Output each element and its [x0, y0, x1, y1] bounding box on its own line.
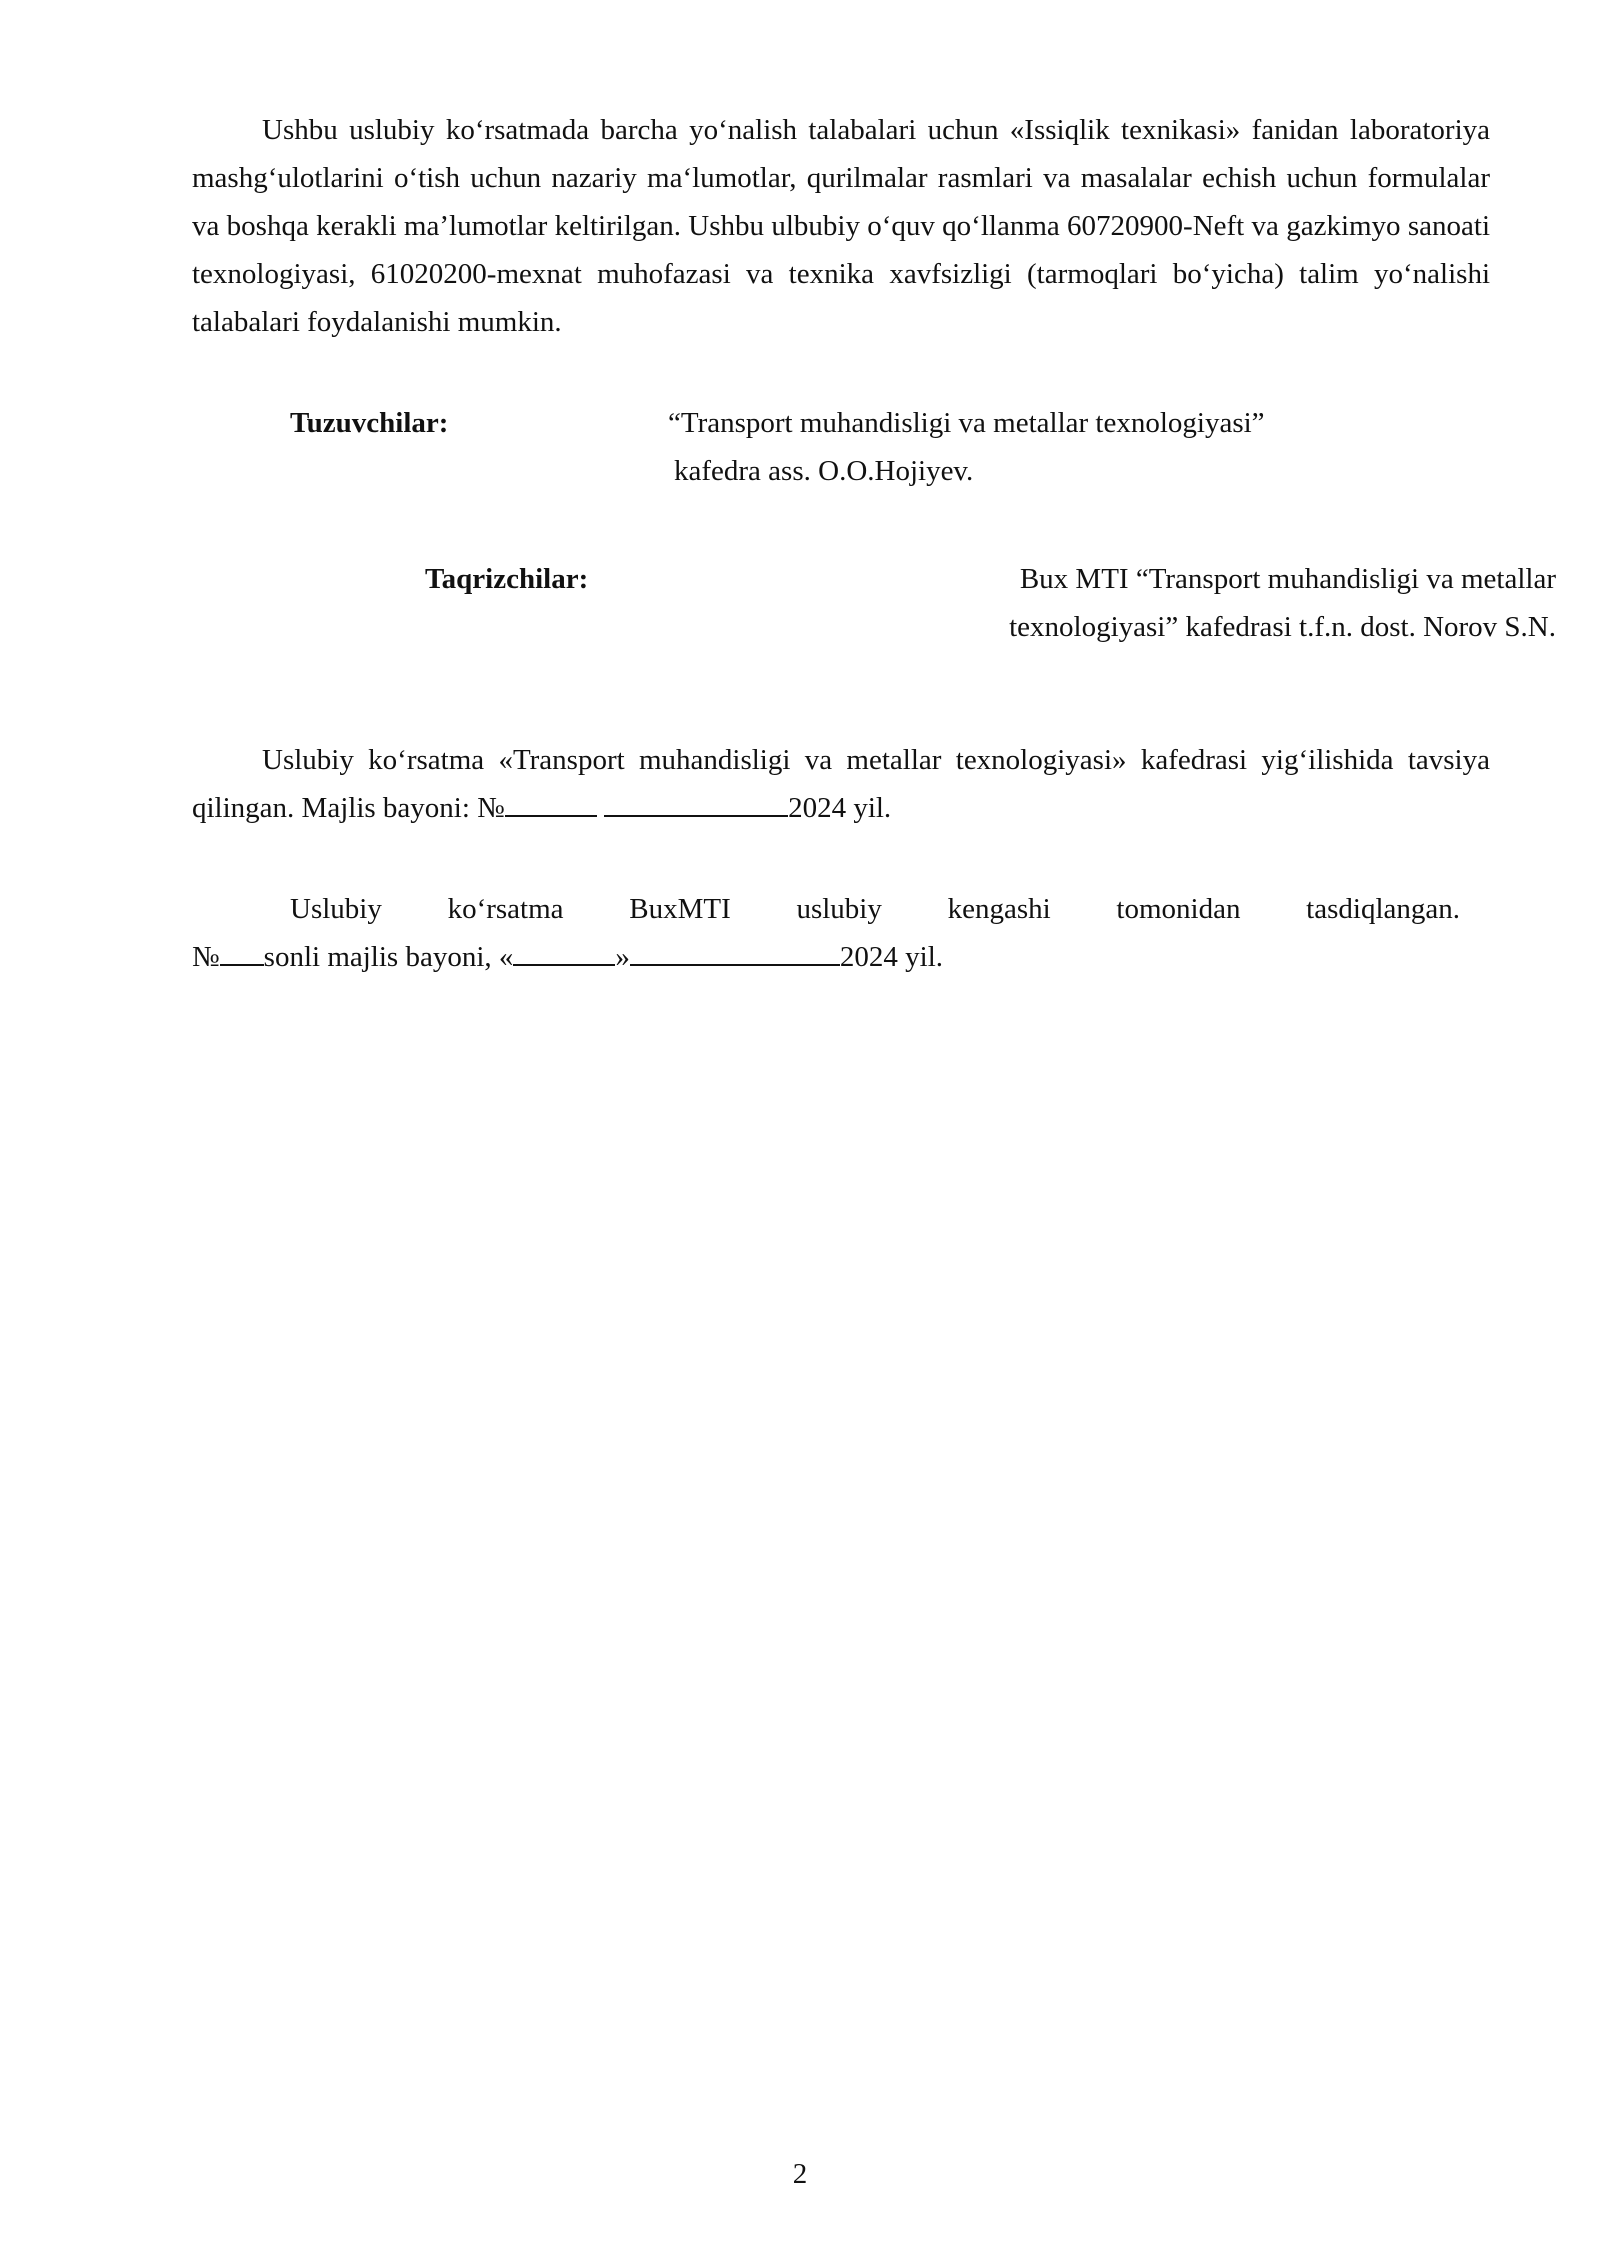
- authors-label: Tuzuvchilar:: [290, 407, 449, 439]
- number-sign: №: [192, 941, 220, 973]
- approval-word: BuxMTI: [629, 893, 731, 925]
- approval-close-quote: »: [615, 941, 630, 973]
- reviewers-line-1: Bux MTI “Transport muhandisligi va metallar: [1019, 563, 1556, 595]
- recommendation-paragraph: [192, 736, 1490, 832]
- reviewers-info: [920, 555, 1556, 651]
- approval-line-1: [192, 885, 1490, 933]
- authors-line-1: “Transport muhandisligi va metallar texnologiyasi”: [668, 407, 1265, 439]
- intro-paragraph: Ushbu uslubiy ko‘rsatmada barcha yo‘nalish talabalari uchun «Issiqlik texnikasi» fanidan laboratoriya mashg‘ulotlarini o‘tish uchun nazariy ma‘lumotlar, qurilmalar rasmlari va masalalar echish uchun formulalar va boshqa kerakli ma’lumotlar keltirilgan. Ushbu ulbubiy o‘quv qo‘llanma 60720900-Neft va gazkimyo sanoati texnologiyasi, 61020200-mexnat muhofazasi va texnika xavfsizligi (tarmoqlari bo‘yicha) talim yo‘nalishi talabalari foydalanishi mumkin.: [192, 114, 1490, 338]
- approval-line-2: [192, 933, 1490, 981]
- approval-word: Uslubiy: [290, 893, 382, 925]
- recommendation-year: 2024 yil.: [788, 792, 892, 824]
- approval-middle-text: sonli majlis bayoni, «: [263, 941, 514, 973]
- approval-number-blank: [220, 938, 264, 966]
- reviewers-label: Taqrizchilar:: [425, 563, 589, 595]
- approval-word: tasdiqlangan.: [1306, 893, 1460, 925]
- recommendation-text: Uslubiy ko‘rsatma «Transport muhandisligi va metallar texnologiyasi» kafedrasi yig‘ilishida tavsiya qilingan. Majlis bayoni: №: [192, 744, 1490, 824]
- protocol-date-blank: [604, 789, 788, 817]
- authors-line-2: kafedra ass. O.O.Hojiyev.: [674, 455, 974, 487]
- approval-word: kengashi: [947, 893, 1051, 925]
- approval-year: 2024 yil.: [839, 941, 944, 973]
- protocol-number-blank: [505, 789, 597, 817]
- approval-word: tomonidan: [1116, 893, 1241, 925]
- approval-word: ko‘rsatma: [447, 893, 564, 925]
- reviewers-line-2: texnologiyasi” kafedrasi t.f.n. dost. Norov S.N.: [1009, 611, 1556, 643]
- page-number: 2: [792, 2158, 808, 2190]
- approval-date-blank: [630, 938, 840, 966]
- authors-info: [668, 399, 1265, 495]
- approval-paragraph: [192, 885, 1490, 981]
- approval-day-blank: [513, 938, 615, 966]
- approval-word: uslubiy: [796, 893, 882, 925]
